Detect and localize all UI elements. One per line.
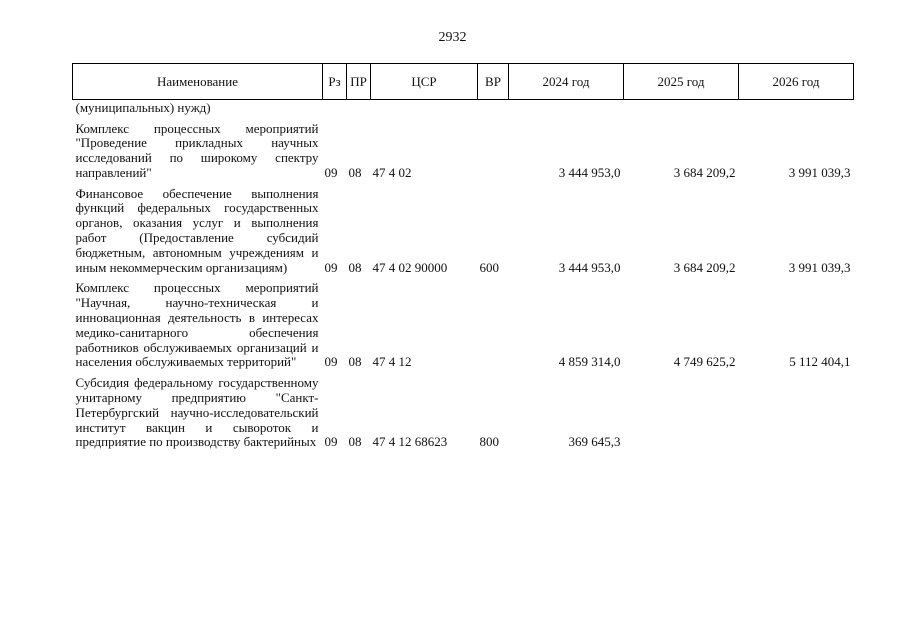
- table-row: [73, 122, 854, 187]
- row-2024: [509, 100, 624, 122]
- budget-table: [72, 63, 854, 450]
- row-name: Комплекс процессных мероприятий "Проведение прикладных научных исследований по широкому спектру направлений": [75, 120, 319, 180]
- row-rz: [323, 100, 347, 122]
- row-2025: 3 684 209,2: [673, 259, 736, 275]
- row-2025: [624, 376, 739, 450]
- page-number: 2932: [438, 30, 467, 45]
- row-pr: 08: [348, 164, 362, 180]
- row-pr: 08: [348, 259, 362, 275]
- table-row: [73, 187, 854, 282]
- row-rz: 09: [324, 434, 338, 450]
- row-vr: [478, 122, 509, 187]
- header-2026: 2026 год: [739, 64, 854, 100]
- row-pr: [347, 100, 371, 122]
- row-2026: 5 112 404,1: [789, 354, 851, 370]
- row-csr: 47 4 02 90000: [372, 259, 448, 275]
- row-2026: 3 991 039,3: [788, 259, 851, 275]
- row-name: Финансовое обеспечение выполнения функций федеральных государственных органов, оказания услуг и выполнения работ (Предоставление субсидий бюджетным, автономным учреждениям и иным некоммерческим организациям): [75, 185, 319, 275]
- row-2026: [739, 376, 854, 450]
- row-name: Комплекс процессных мероприятий "Научная, научно-техническая и инновационная деятельность в интересах медико-санитарного обеспечения работников обслуживаемых организаций и населения обслуживаемых территорий": [75, 280, 319, 370]
- row-rz: 09: [324, 259, 338, 275]
- table-row: [73, 376, 854, 450]
- row-2025: [624, 100, 739, 122]
- row-pr: 08: [348, 354, 362, 370]
- row-name: Субсидия федеральному государственному унитарному предприятию "Санкт-Петербургский научно-исследовательский институт вакцин и сывороток и предприятие по производству бактерийных: [75, 375, 319, 450]
- header-2025: 2025 год: [624, 64, 739, 100]
- table-header-row: [73, 64, 854, 100]
- row-2026: 3 991 039,3: [788, 164, 851, 180]
- row-2024: 369 645,3: [568, 434, 621, 450]
- row-rz: 09: [324, 164, 338, 180]
- table-row: [73, 281, 854, 376]
- row-2025: 3 684 209,2: [673, 164, 736, 180]
- row-2024: 3 444 953,0: [558, 259, 621, 275]
- header-vr: ВР: [478, 64, 509, 100]
- row-csr: 47 4 12: [372, 354, 412, 370]
- header-rz: Рз: [323, 64, 347, 100]
- row-2026: [739, 100, 854, 122]
- header-csr: ЦСР: [371, 64, 478, 100]
- header-pr: ПР: [347, 64, 371, 100]
- row-pr: 08: [348, 434, 362, 450]
- row-csr: 47 4 12 68623: [372, 434, 448, 450]
- row-2024: 4 859 314,0: [558, 354, 621, 370]
- header-2024: 2024 год: [509, 64, 624, 100]
- header-name: Наименование: [73, 64, 323, 100]
- row-rz: 09: [324, 354, 338, 370]
- table-row: [73, 100, 854, 122]
- row-csr: [371, 100, 478, 122]
- row-vr: [478, 281, 509, 376]
- row-csr: 47 4 02: [372, 164, 412, 180]
- row-2024: 3 444 953,0: [558, 164, 621, 180]
- row-name: (муниципальных) нужд): [75, 99, 211, 115]
- row-vr: 600: [479, 259, 499, 275]
- row-vr: 800: [479, 434, 499, 450]
- row-2025: 4 749 625,2: [673, 354, 736, 370]
- row-vr: [478, 100, 509, 122]
